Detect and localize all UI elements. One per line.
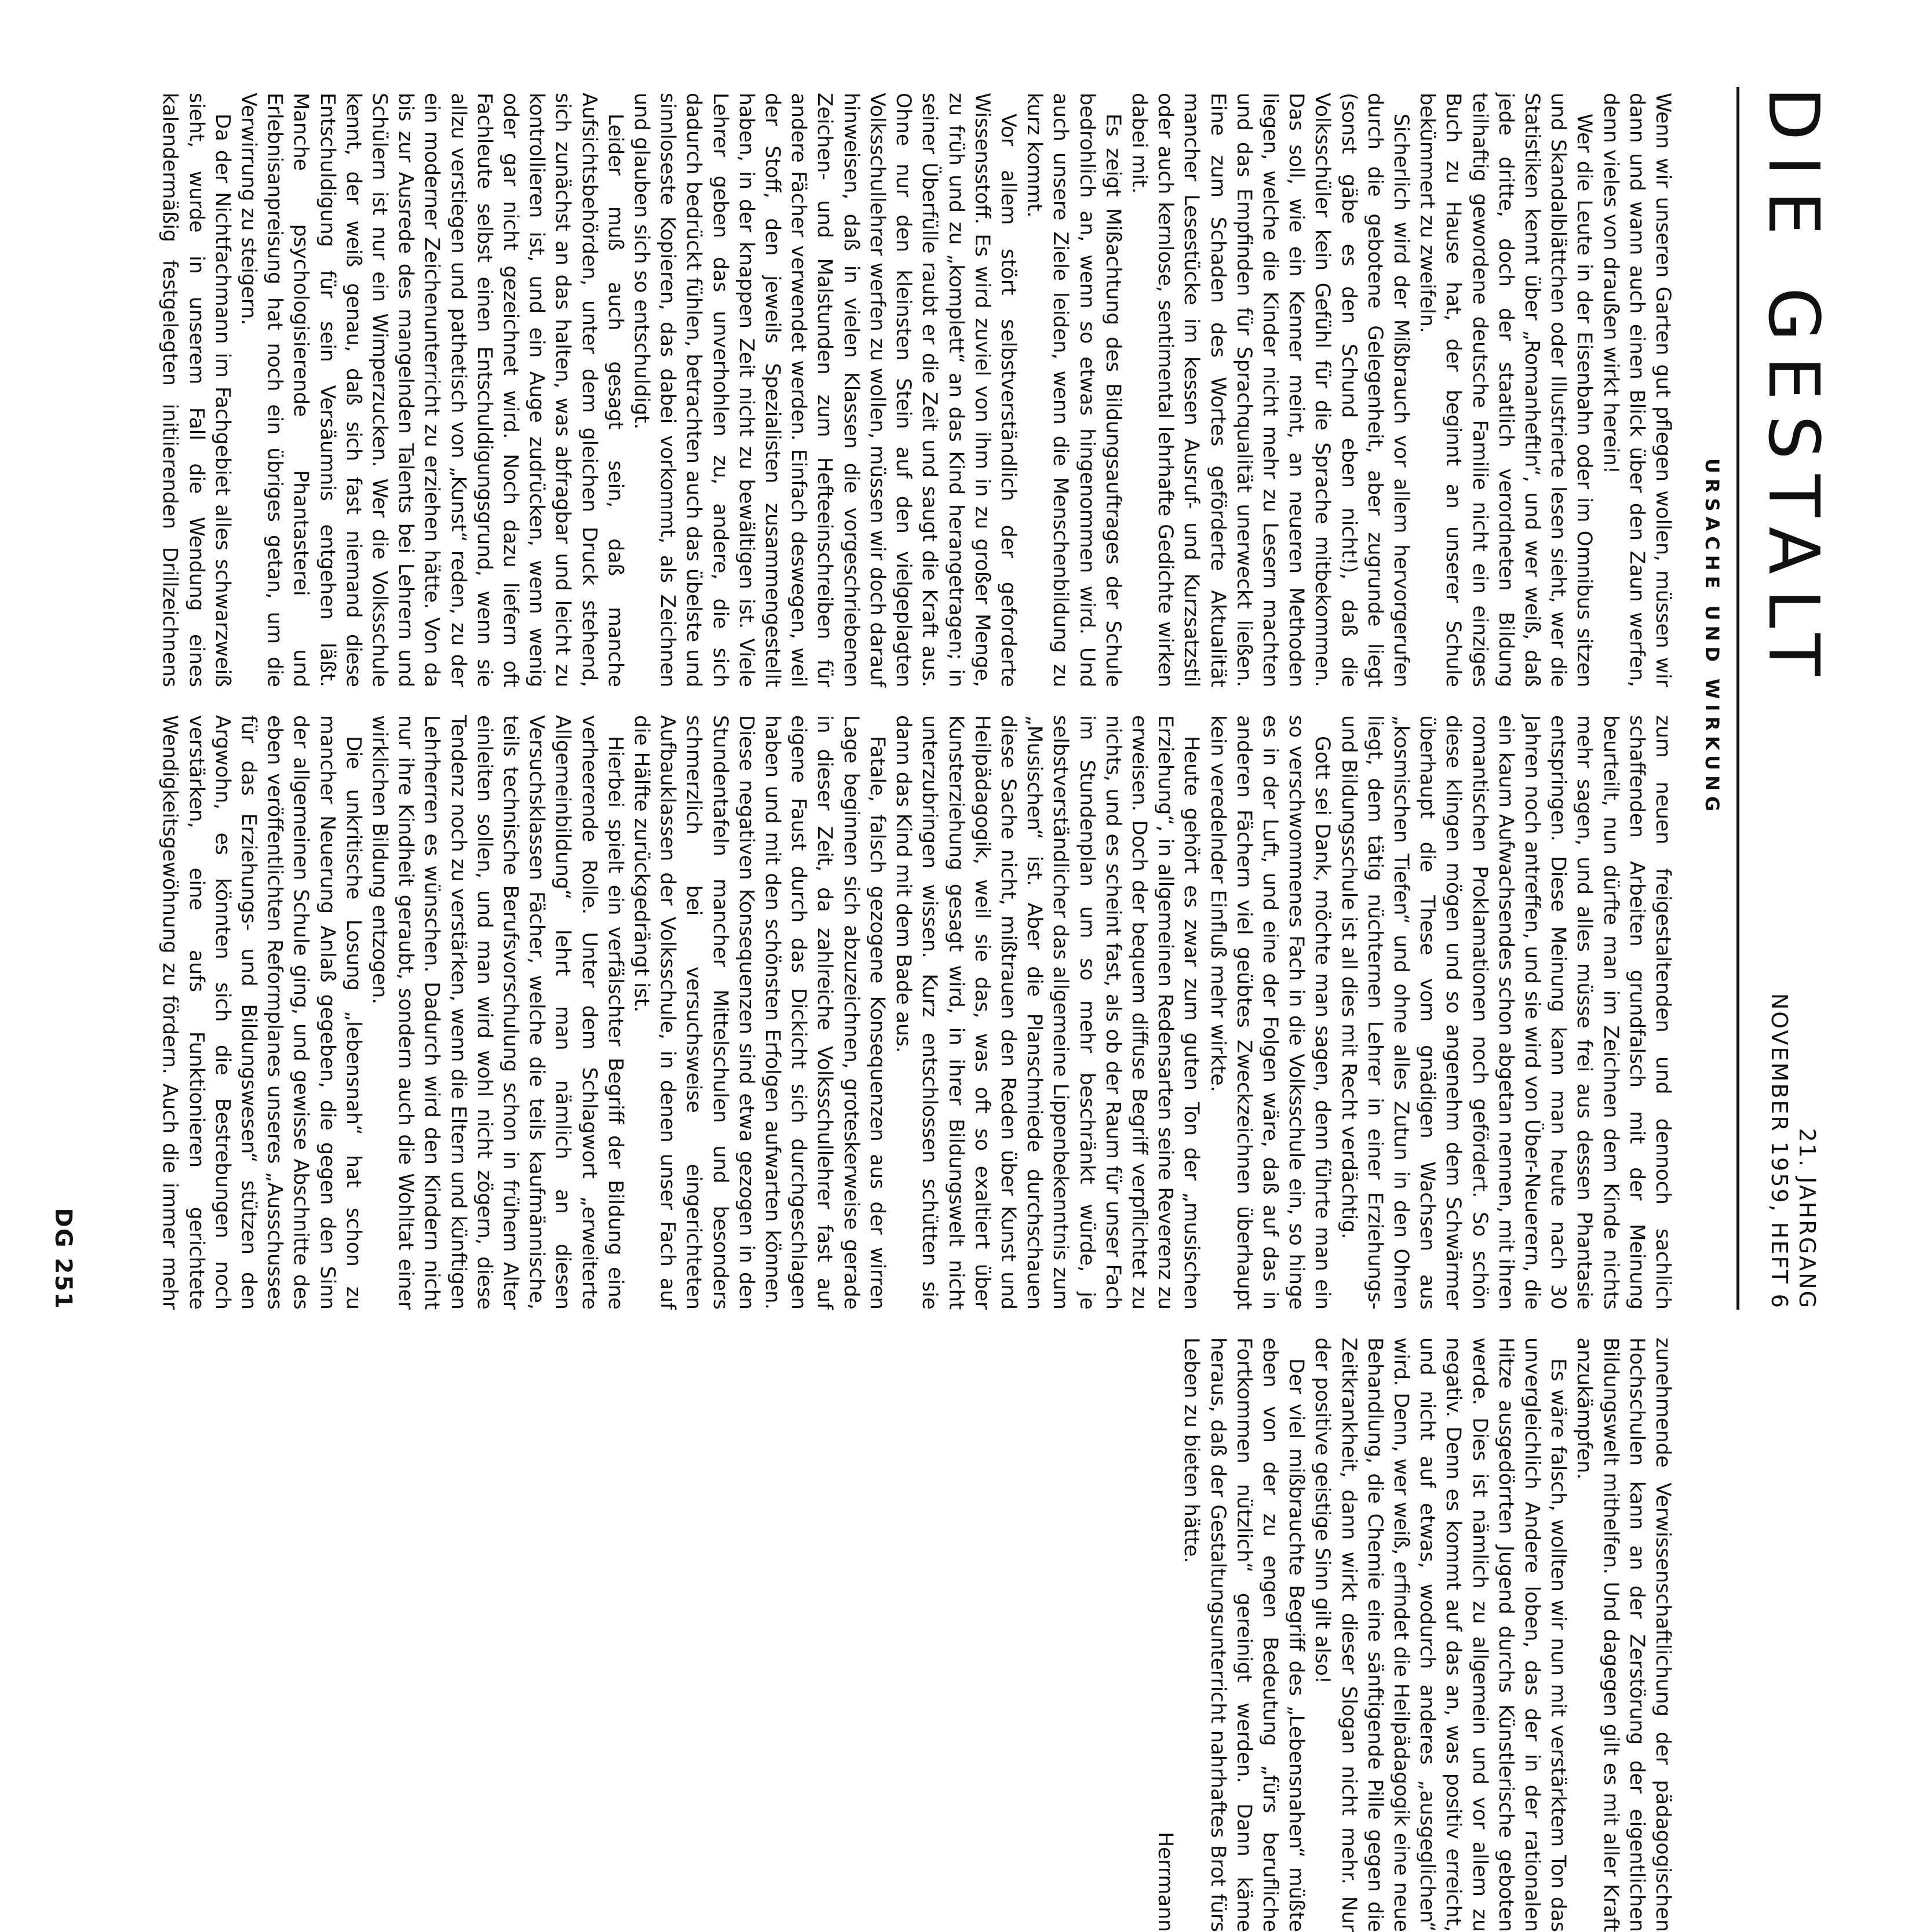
paragraph: Es wäre falsch, wollten wir nun mit verstärktem Ton das unvergleichlich Andere loben, das der in der rationalen Hitze ausgedörrten Jugend durchs Künstlerische geboten werde. Dies ist nämlich zu allgemein und vor allem zu negativ. Denn es kommt auf das an, was positiv erreicht, und nicht auf etwas, wodurch anderes „ausgeglichen“ wird. Denn, wer weiß, erfindet die Heilpädagogik eine neue Behandlung, die Chemie eine sänftigende Pille gegen die Zeitkrankheit, dann wirkt dieser Slogan nicht mehr. Nur der positive geistige Sinn gilt also! [1311,1337,1570,1932]
paragraph: Wer die Leute in der Eisenbahn oder im Omnibus sitzen und Skandalblättchen oder Illustrierte lesen sieht, wer die Statistiken kennt über „Romanheftln“, und wer weiß, daß jede dritte, doch der staatlich verordneten Bildung teilhaftig gewordene deutsche Familie nicht ein einziges Buch zu Hause hat, der beginnt an unserer Schule bekümmert zu zweifeln. [1415,93,1596,687]
paragraph: Es zeigt Mißachtung des Bildungsauftrages der Schule bedrohlich an, wenn so etwas hingenommen wird. Und auch unsere Ziele leiden, wenn die Menschenbildung zu kurz kommt. [1023,93,1125,687]
issue-volume: 21. JAHRGANG [1794,1128,1820,1310]
paragraph: Sicherlich wird der Mißbrauch vor allem hervorgerufen durch die gebotene Gelegenheit, aber zugrunde liegt (sonst gäbe es den Schund eben nicht!), daß die Volksschüler kein Gefühl für die Sprache mitbekommen. Das soll, wie ein Kenner meint, an neueren Methoden liegen, welche die Kinder nicht mehr zu Lesern machten und das Empfinden für Sprachqualität unerweckt ließen. Eine zum Schaden des Wortes geförderte Aktualität mancher Lesestücke im kessen Ausruf- und Kurzsatzstil oder auch kernlose, sentimental lehrhafte Gedichte wirken dabei mit. [1127,93,1413,687]
paragraph: Leider muß auch gesagt sein, daß manche Aufsichtsbehörden, unter dem gleichen Druck stehend, sich zunächst an das halten, was abfragbar und leicht zu kontrollieren ist, und ein Auge zudrücken, wenn wenig oder gar nicht gezeichnet wird. Noch dazu liefern oft Fachleute selbst einen Entschuldigungsgrund, wenn sie allzu verstiegen und pathetisch von „Kunst“ reden, zu der ein moderner Zeichenunterricht zu erziehen hätte. Von da bis zur Ausrede des mangelnden Talents bei Lehrern und Schülern ist nur ein Wimperzucken. Wer die Volksschule kennt, der weiß genau, daß sich fast niemand diese Entschuldigung für sein Versäumnis entgehen läßt. Manche psychologisierende Phantasterei und Erlebnisanpreisung hat noch ein übriges getan, um die Verwirrung zu steigern. [237,93,627,687]
paragraph: Hierbei spielt ein verfälschter Begriff der Bildung eine verheerende Rolle. Unter dem Schlagwort „erweiterte Allgemeinbildung“ lehrt man nämlich an diesen Versuchsklassen Fächer, welche die teils kaufmännische, teils technische Berufsvorschulung schon in frühem Alter einleiten sollen, und man wird wohl nicht zögern, diese Tendenz noch zu verstärken, wenn die Eltern und künftigen Lehrherren es wünschen. Dadurch wird den Kindern nicht nur ihre Kindheit geraubt, sondern auch die Wohltat einer wirklichen Bildung entzogen. [368,715,627,1310]
paragraph: Fatale, falsch gezogene Konsequenzen aus der wirren Lage beginnen sich abzuzeichnen, groteskerweise gerade in dieser Zeit, da zahlreiche Volksschullehrer fast auf eigene Faust durch das Dickicht sich durchgeschlagen haben und mit den schönsten Erfolgen aufwarten können. Diese negativen Konsequenzen sind etwa gezogen in den Stundentafeln mancher Mittelschulen und besonders schmerzlich bei versuchsweise eingerichteten Aufbauklassen der Volksschule, in denen unser Fach auf die Hälfte zurückgedrängt ist. [630,715,889,1310]
paragraph: Vor allem stört selbstverständlich der geforderte Wissensstoff. Es wird zuviel von ihm in zu großer Menge, zu früh und zu „komplett“ an das Kind herangetragen; in seiner Überfülle raubt er die Zeit und saugt die Kraft aus. Ohne nur den kleinsten Stein auf den vielgeplagten Volksschullehrer werfen zu wollen, müssen wir doch darauf hinweisen, daß in vielen Klassen die vorgeschriebenen Zeichen- und Malstunden zum Hefteeinschreiben für andere Fächer verwendet werden. Einfach deswegen, weil der Stoff, den jeweils Spezialisten zusammengestellt haben, in der knappen Zeit nicht zu bewältigen ist. Viele Lehrer geben das unverhohlen zu, andere, die sich dadurch bedrückt fühlen, betrachten auch das übelste und sinnloseste Kopieren, das dabei vorkommt, als Zeichnen und glauben sich so entschuldigt. [630,93,1020,687]
paragraph: Heute gehört es zwar zum guten Ton der „musischen Erziehung“, in allgemeinen Redensarten seine Reverenz zu erweisen. Doch der bequem diffuse Begriff verpflichtet zu nichts, und es scheint fast, als ob der Raum für unser Fach im Stundenplan um so mehr beschränkt würde, je selbstverständlicher das allgemeine Lippenbekenntnis zum „Musischen“ ist. Aber die Planschmiede durchschauen diese Sache nicht, mißtrauen den Reden über Kunst und Heilpädagogik, weil sie das, was oft so exaltiert über Kunsterziehung gesagt wird, in ihrer Bildungswelt nicht unterzubringen wissen. Kurz entschlossen schütten sie dann das Kind mit dem Bade aus. [892,715,1203,1310]
article-title: URSACHE UND WIRKUNG [1701,458,1723,817]
article-body [140,93,1676,1932]
paragraph: Die unkritische Losung „lebensnah“ hat schon zu mancher Neuerung Anlaß gegeben, die gegen den Sinn der allgemeinen Schule ging, und gewisse Abschnitte des eben veröffentlichten Reformplanes unseres „Ausschusses für das Erziehungs- und Bildungswesen“ stützen den Argwohn, es könnten sich die Bestrebungen noch verstärken, eine aufs Funktionieren gerichtete Wendigkeitsgewöhnung zu fördern. Auch die immer mehr zunehmende Verwissenschaftlichung der pädagogischen Hochschulen kann an der Zerstörung der eigentlichen Bildungswelt mithelfen. Und dagegen gilt es mit aller Kraft anzukämpfen. [158,715,1674,1932]
issue-date: NOVEMBER 1959, HEFT 6 [1767,993,1793,1310]
paragraph: Wenn wir unseren Garten gut pflegen wollen, müssen wir dann und wann auch einen Blick über den Zaun werfen, denn vieles von draußen wirkt herein! [1599,93,1674,687]
page-number: DG 251 [50,1208,76,1310]
masthead-rule [1736,87,1739,1310]
author-signature: Herrmann [1154,1832,1177,1932]
masthead [1739,87,1832,1310]
issue-info [1765,993,1821,1310]
paragraph: Der viel mißbrauchte Begriff des „Lebensnahen“ müßte eben von der zu engen Bedeutung „fürs berufliche Fortkommen nützlich“ gereinigt werden. Dann käme heraus, daß der Gestaltungsunterricht nahrhaftes Brot fürs Leben zu bieten hätte. [1180,1337,1308,1932]
paragraph: Da der Nichtfachmann im Fachgebiet alles schwarzweiß sieht, wurde in unserem Fall die Wendung eines kalendermäßig festgelegten initiierenden Drillzeichnens zum neuen freigestaltenden und dennoch sachlich schaffenden Arbeiten grundfalsch mit der Meinung beurteilt, nun dürfte man im Zeichnen dem Kinde nichts mehr sagen, und alles müsse frei aus dessen Phantasie entspringen. Diese Meinung kann man heute nach 30 Jahren noch antreffen, und sie wird von Über-Neuerern, die ein kaum Aufwachsendes schon abgetan nennen, mit ihren romantischen Proklamationen noch gefördert. So schön diese klingen mögen und so angenehm dem Schwärmer überhaupt die These vom gnädigen Wachsen aus „kosmischen Tiefen“ und ohne alles Zutun in den Ohren liegt, dem tätig nüchternen Lehrer in einer Erziehungs- und Bildungsschule ist all dies mit Recht verdächtig. [158,93,1674,1310]
paragraph: Gott sei Dank, möchte man sagen, denn führte man ein so verschwommenes Fach in die Volksschule ein, so hinge es in der Luft, und eine der Folgen wäre, daß auf das in anderen Fächern viel geübtes Zweckzeichnen überhaupt kein veredelnder Einfluß mehr wirkte. [1206,715,1334,1310]
magazine-title: DIE GESTALT [1753,87,1833,691]
